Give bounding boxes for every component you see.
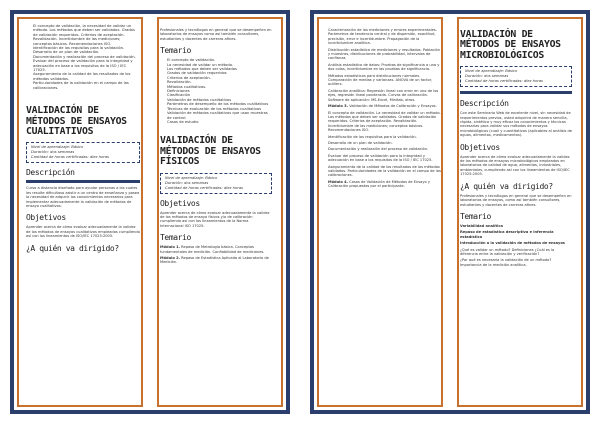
paragraph: Aseguramiento de la calidad de los resultados de los métodos validados. Particularidades de la validación en el campo de las calibraciones.: [328, 164, 441, 178]
list-item: • Particularidades de la validación en el campo de las calibraciones.: [33, 81, 140, 90]
module-item: [160, 256, 272, 265]
list-item: • Evaluar del proceso de validación para la integridad y adecuación en base a los requisitos de la ISO / IEC 17025.: [33, 59, 140, 72]
level-label: Nivel de aprendizaje: Básico: [465, 69, 518, 74]
section-heading: ¿A quién va dirigido?: [460, 181, 553, 191]
list-item: • Técnicas de evaluación de los métodos cualitativos: [167, 107, 272, 111]
module-text: Casos de Validación de Métodos de Ensayo y Calibración propuestos por el participante.: [328, 179, 430, 189]
list-item: • Clasificación: [167, 93, 272, 97]
panel-1-content: [26, 24, 140, 398]
paragraph: Identificación de los requisitos para la validación.: [328, 134, 417, 139]
hours-label: Cantidad de horas certificadas: diez horas: [31, 155, 109, 160]
panel-1: [10, 10, 150, 414]
course-info-box: [26, 142, 140, 163]
list-item: • Revalidación.: [167, 80, 272, 84]
panel-4-content: [460, 28, 572, 398]
hours-label: Cantidad de horas certificadas: diez horas: [465, 79, 543, 84]
section-heading: Objetivos: [26, 213, 66, 223]
temario-item: ¿Por qué es necesaria la validación de un método? Importancia de la medición analítica.: [460, 258, 552, 267]
duration-label: Duración: dos semanas: [465, 74, 509, 79]
list-item: • Métodos cualitativos.: [167, 85, 272, 89]
module-item: [328, 104, 442, 108]
temario-item: ¿Qué es validar un método? Definiciones ¿Cuál es la diferencia entre la validación y verificación?: [460, 247, 555, 256]
section-heading: Objetivos: [160, 198, 200, 208]
paragraph: Caracterización de las mediciones y errores experimentales. Parámetros de tendencia central y de dispersión, exactitud, precisión, error e incertidumbre. Propagación de la incertidumbre analítica.: [328, 28, 437, 46]
audience-text: Profesionales y tecnólogos en general que se desempeñen en laboratorios de ensayos como así también consultores, estudiantes y docentes de carreras afines.: [160, 28, 272, 41]
list-item: • Identificación de los requisitos para la validación.: [33, 46, 140, 50]
paragraph: Análisis estadístico de datos: Pruebas de significancia a una y dos colas, incertidumbre en las pruebas de significancia.: [328, 62, 440, 72]
panel-2-content: [160, 28, 272, 398]
panel-3-content: [328, 28, 442, 398]
section-heading: Descripción: [460, 99, 509, 109]
topic-list: [160, 58, 272, 124]
paragraph: Documentación y realización del proceso de validación.: [328, 147, 429, 152]
paragraph: El concepto de validación. La necesidad de validar un método. Los métodos que deben ser validados. Grados de validación requeridos. Criterios de aceptación. Revalidación. Incertidumbre de las mediciones; conceptos básicos. Recomendaciones ISO.: [328, 110, 441, 133]
level-label: Nivel de aprendizaje: Básico: [165, 175, 218, 180]
module-item: [328, 180, 442, 189]
audience-text: Profesionales y tecnólogos en general que se desempeñen en laboratorios de ensayos, como así también consultores, estudiantes y docentes de carreras afines.: [460, 193, 572, 207]
course-info-box: [460, 66, 572, 87]
list-item: • El concepto de validación.: [167, 58, 272, 62]
list-item: • Aseguramiento de la calidad de los resultados de los métodos validados.: [33, 72, 140, 81]
hours-label: Cantidad de horas certificadas: diez horas: [165, 185, 243, 190]
duration-label: Duración: dos semanas: [31, 150, 75, 155]
course-title: VALIDACIÓN DE MÉTODOS DE ENSAYOS CUALITATIVOS: [26, 105, 127, 137]
section-heading: Temario: [160, 233, 191, 243]
module-label: Módulo 1.: [160, 245, 180, 250]
course-title: VALIDACIÓN DE MÉTODOS DE ENSAYOS FÍSICOS: [160, 135, 261, 168]
list-item: • La necesidad de validar un método.: [167, 63, 272, 67]
course-title: VALIDACIÓN DE MÉTODOS DE ENSAYOS MICROBIOLÓGICOS: [460, 29, 561, 61]
temario-item: Introducción a la validación de métodos de ensayos: [460, 241, 565, 246]
paragraph: Desarrollo de un plan de validación.: [328, 140, 393, 145]
section-heading: Temario: [460, 211, 491, 221]
panel-2: [150, 10, 290, 414]
temario-item: Variabilidad analítica: [460, 223, 503, 228]
course-info-box: [160, 173, 272, 194]
level-label: Nivel de aprendizaje: Básico: [31, 145, 84, 150]
topic-list: [26, 24, 140, 90]
paragraph: Métodos estadísticos para distribuciones normales. Comparación de medias y varianzas. ANOVA de un factor, outliers.: [328, 73, 433, 87]
divider: [460, 91, 572, 94]
module-text: Validación de Métodos de Calibración y Ensayos.: [349, 104, 437, 109]
module-label: Módulo 3.: [328, 104, 348, 109]
divider: [26, 180, 140, 183]
module-label: Módulo 2.: [160, 255, 180, 260]
paragraph: Evaluar del proceso de validación para la integridad y adecuación en base a los requisitos de la ISO / IEC 17025.: [328, 153, 433, 163]
duration-label: Duración: dos semanas: [165, 180, 209, 185]
list-item: • Los métodos que deben ser validados: [167, 67, 272, 71]
section-heading: ¿A quién va dirigido?: [26, 243, 119, 253]
paragraph: Distribución estadística de mediciones y resultados. Población y muestras, distribuciones de probabilidad, intervalos de confianza.: [328, 47, 440, 61]
module-item: [160, 245, 272, 254]
list-item: • Definiciones: [167, 89, 272, 93]
module-text: Repaso de Estadística Aplicada al Laboratorio de Medición.: [160, 255, 269, 265]
section-heading: Objetivos: [460, 142, 500, 152]
panel-3: [310, 10, 450, 414]
list-item: • El concepto de validación, la necesidad de validar un método. Los métodos que deben ser validados. Grados de validación requeridos. Criterios de aceptación. Revalidación. Incertidumbre de las mediciones; conceptos básicos. Recomendaciones ISO.: [33, 24, 140, 46]
list-item: • Casos de estudio: [167, 120, 272, 124]
list-item: • Desarrollo de un plan de validación.: [33, 50, 140, 54]
description-text: Curso a distancia diseñado para ayudar personas a los cuales les resulte dificultoso asistir a un centro de enseñanza y posea la necesidad de adquirir los conocimientos necesarios para implementar adecuadamente la validación de métodos de ensayo cualitativos.: [26, 186, 140, 208]
module-label: Módulo 4.: [328, 179, 348, 184]
paragraph: Calibración analítica: Regresión lineal con error en uno de los ejes, regresión lineal ponderada. Curvas de calibración. Software de aplicación: MS-Excel, Minitab, otros.: [328, 88, 439, 102]
panel-4: [450, 10, 590, 414]
section-heading: Temario: [160, 46, 191, 56]
description-text: Con este Seminario Web de excelente nivel, sin necesidad de requerimientos previos, usted adquirirá de manera sencilla, rápida, sintética y muy eficaz los conocimientos y técnicas necesarias para validar sus métodos de ensayos microbiológicos (cuali y cuantitativos (aplicables al análisis de aguas, alimentos, medicamentos).: [460, 111, 572, 138]
list-item: • Criterios de aceptación.: [167, 76, 272, 80]
list-item: • Validación de métodos cualitativos: [167, 98, 272, 102]
objectives-text: Aprender acerca de cómo evaluar adecuadamente la validez de los métodos de ensayos microbiológicos empleados en laboratorios de calidad de agua, alimentos, industriales, ambientales, cumpliendo así con los lineamientos de ISO/IEC 17025:2005.: [460, 154, 570, 177]
list-item: • Parámetros de desempeño de los métodos cualitativos: [167, 102, 272, 106]
list-item: • Validación de métodos cualitativos que usan muestras de control: [167, 111, 272, 120]
list-item: • Documentación y realización del proceso de validación.: [33, 55, 140, 59]
objectives-text: Aprender acerca de cómo evaluar adecuadamente la validez de los métodos de ensayo físicos y/o de calibración cumpliendo así con los lineamientos de la Norma Internacional ISO 17025.: [160, 210, 270, 228]
objectives-text: Aprender acerca de cómo evaluar adecuadamente la validez de los métodos de ensayos cualitativos empleados cumpliendo así con los lineamientos de ISO/IEC 17025:2005.: [26, 225, 140, 239]
list-item: • Grados de validación requeridos: [167, 71, 272, 75]
temario-item: Repaso de estadística descriptiva e inferencia estadística: [460, 230, 554, 239]
module-text: Repaso de Metrología básica. Conceptos fundamentales de medición. Confiabilidad de mediciones.: [160, 245, 265, 254]
section-heading: Descripción: [26, 168, 75, 178]
